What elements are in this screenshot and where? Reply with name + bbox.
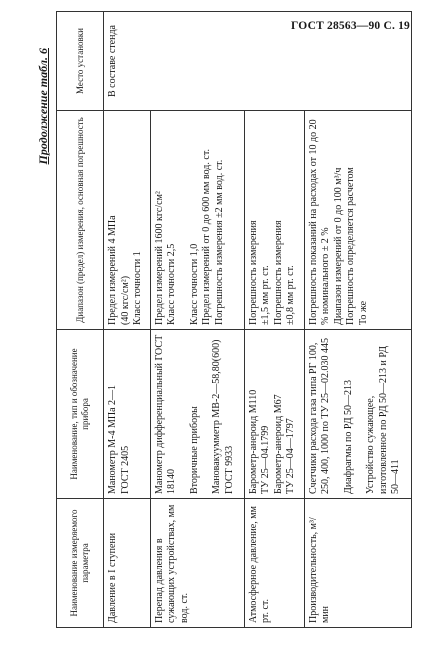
device-text: Диафрагмы по РД 50—213 bbox=[342, 379, 354, 494]
range-text: Класс точности 1,0 bbox=[188, 243, 200, 325]
device-text: Устройство сужающее, изготовленное по РД 50—213 и РД 50—411 bbox=[365, 345, 402, 494]
range-text: Предел измерений 4 МПа bbox=[107, 215, 118, 325]
device-cell bbox=[150, 330, 244, 499]
place-text: В составе стенда bbox=[107, 25, 118, 97]
table-header-row bbox=[57, 12, 104, 628]
param-cell bbox=[104, 499, 151, 628]
device-text: Счетчики расхода газа типа РГ 100, 250, 400, 1000 по ТУ 25—02.030 445 bbox=[307, 337, 332, 494]
device-text: Манометр дифференциальный ГОСТ 18140 bbox=[153, 334, 178, 494]
column-header-range: Диапазон (предел) измерения, основная погрешность bbox=[57, 111, 104, 330]
param-text: Производительность, м³/мин bbox=[307, 517, 332, 623]
place-cell bbox=[104, 12, 412, 111]
param-text: Атмосферное давление, мм рт. ст. bbox=[247, 506, 272, 623]
range-text: Погрешность измерения bbox=[272, 220, 284, 325]
param-cell bbox=[244, 499, 304, 628]
device-text: Вторичные приборы bbox=[188, 406, 200, 494]
device-text: ГОСТ 2405 bbox=[119, 445, 131, 494]
param-text: Перепад давления в сужающих устройствах, мм вод. ст. bbox=[153, 504, 190, 623]
range-text: ±1,5 мм рт. ст. bbox=[260, 265, 272, 325]
measurement-table bbox=[56, 11, 412, 628]
column-header-param: Наименование измеряемого параметра bbox=[57, 499, 104, 628]
range-text: Диапазон измерений от 0 до 100 м³/ч bbox=[332, 167, 344, 325]
range-text: (40 кгс/см²) bbox=[119, 275, 131, 325]
range-cell bbox=[104, 111, 151, 330]
param-text: Давление в I ступени bbox=[107, 532, 118, 623]
device-cell bbox=[104, 330, 151, 499]
range-cell bbox=[150, 111, 244, 330]
device-text: ТУ 25—04.1799 bbox=[260, 425, 272, 494]
device-text: ТУ 25—04—1797 bbox=[285, 418, 297, 494]
device-text: Мановакуумметр МВ-2—58,80(600) ГОСТ 9933 bbox=[211, 339, 235, 494]
device-text: Барометр-анероид М67 bbox=[272, 394, 284, 494]
range-text: Погрешность измерения bbox=[247, 220, 259, 325]
range-text: Класс точности 1 bbox=[132, 251, 143, 325]
range-text: То же bbox=[357, 300, 369, 325]
range-text: Погрешность определяется расчетом bbox=[345, 167, 357, 325]
continuation-label: Продолжение табл. 6 bbox=[36, 48, 50, 165]
column-header-place: Место установки bbox=[57, 12, 104, 111]
device-text: Манометр М-4 МПа 2—1 bbox=[107, 384, 118, 494]
device-cell bbox=[244, 330, 304, 499]
range-text: Погрешность измерения ±2 мм вод. ст. bbox=[213, 159, 225, 325]
range-cell bbox=[304, 111, 411, 330]
table-row bbox=[104, 12, 151, 628]
device-text: Барометр-анероид М110 bbox=[247, 389, 259, 494]
range-text: Погрешность показаний на расходах от 10 до 20 % номинального ± 2 % bbox=[307, 119, 332, 325]
param-cell bbox=[304, 499, 411, 628]
device-cell bbox=[304, 330, 411, 499]
range-text: Предел измерений 1600 кгс/см² bbox=[153, 191, 165, 325]
range-text: ±0,8 мм рт. ст. bbox=[285, 265, 297, 325]
range-text: Предел измерений от 0 до 600 мм вод. ст. bbox=[201, 149, 213, 325]
page-header: ГОСТ 28563—90 С. 19 bbox=[291, 20, 410, 32]
range-text: Класс точности 2,5 bbox=[166, 243, 178, 325]
param-cell bbox=[150, 499, 244, 628]
range-cell bbox=[244, 111, 304, 330]
column-header-device: Наименование, тип и обозначение прибора bbox=[57, 330, 104, 499]
